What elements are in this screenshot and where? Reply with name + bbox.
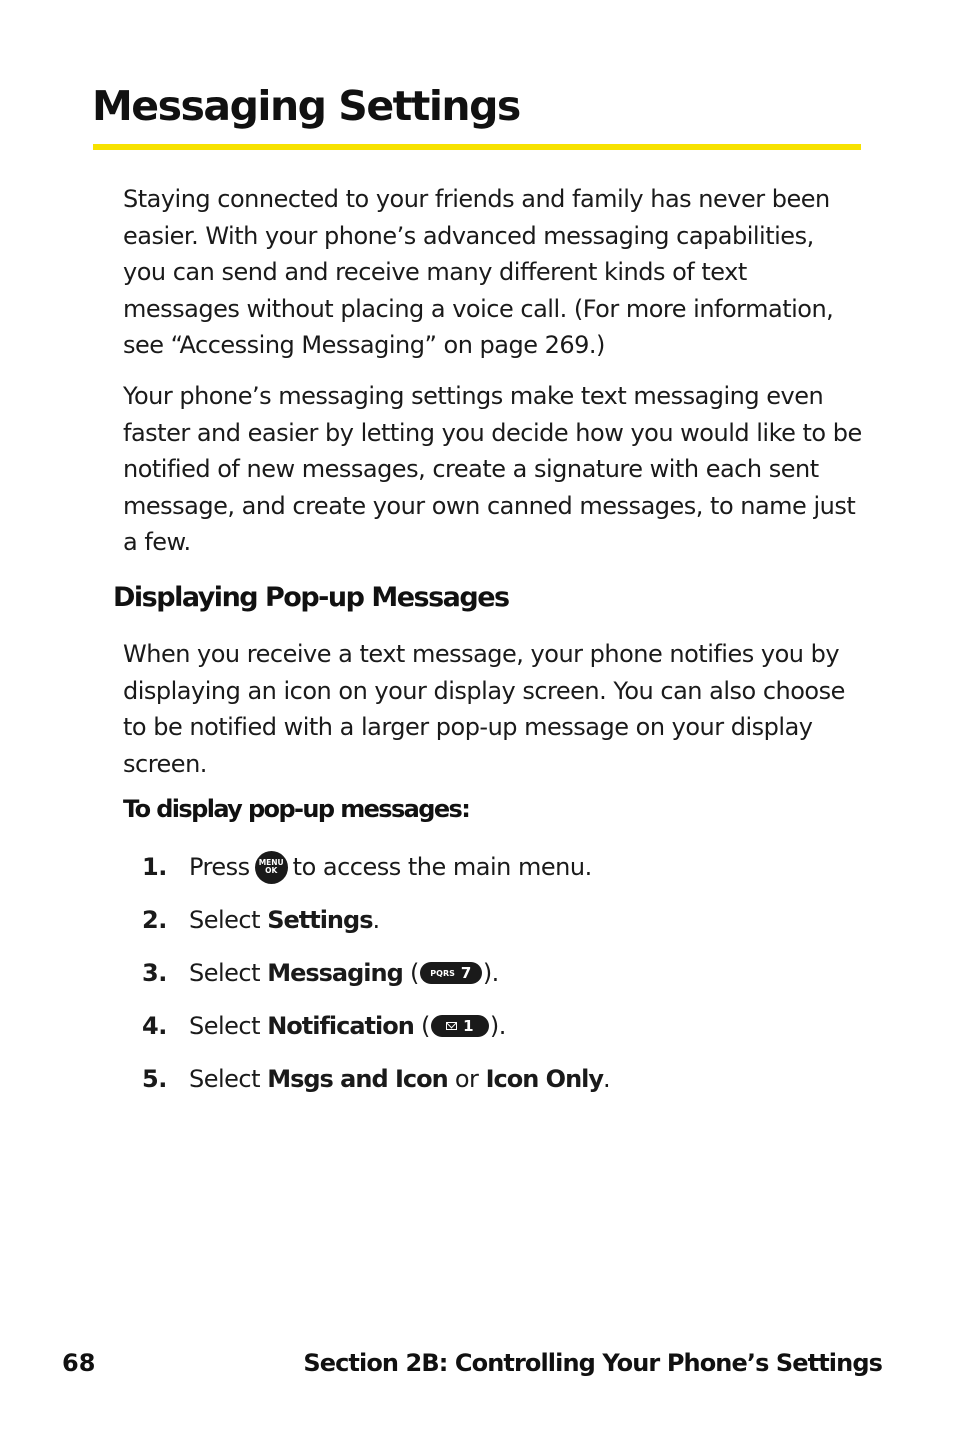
footer-section-title: Section 2B: Controlling Your Phone’s Settings xyxy=(303,1349,882,1377)
step-text-pre: Select xyxy=(189,1065,261,1093)
page-title: Messaging Settings xyxy=(92,82,520,130)
step-3: 3. Select Messaging ( PQRS 7 ). xyxy=(142,959,499,987)
step-number: 3. xyxy=(142,959,167,987)
step-option: Settings xyxy=(267,906,373,934)
section-paragraph: When you receive a text message, your phone notifies you by displaying an icon on your display screen. You can also choose to be notified with a larger pop-up message on your display screen. xyxy=(123,640,845,778)
page-number: 68 xyxy=(62,1349,96,1377)
step-option: Msgs and Icon xyxy=(267,1065,448,1093)
intro-paragraph-1: Staying connected to your friends and family has never been easier. With your phone’s advanced messaging capabilities, you can send and receive many different kinds of text messages without placing a voice call. (For more information, see “Accessing Messaging” on page 269.) xyxy=(123,185,834,359)
envelope-1-key-icon: 1 xyxy=(431,1015,489,1037)
step-number: 2. xyxy=(142,906,167,934)
section-heading: Displaying Pop-up Messages xyxy=(113,582,509,613)
title-rule xyxy=(93,144,861,150)
step-text-pre: Press xyxy=(189,853,250,881)
step-text-post: ). xyxy=(489,1012,506,1040)
step-option-2: Icon Only xyxy=(485,1065,604,1093)
procedure-title: To display pop-up messages: xyxy=(123,795,470,823)
step-number: 5. xyxy=(142,1065,167,1093)
step-text-pre: Select xyxy=(189,959,261,987)
step-text-pre: Select xyxy=(189,1012,261,1040)
step-number: 4. xyxy=(142,1012,167,1040)
step-text-post: to access the main menu. xyxy=(292,853,592,881)
intro-paragraph-2: Your phone’s messaging settings make text messaging even faster and easier by letting you decide how you would like to be notified of new messages, create a signature with each sent message, and create your own canned messages, to name just a few. xyxy=(123,382,862,556)
step-option: Notification xyxy=(267,1012,414,1040)
step-text-mid: or xyxy=(454,1065,479,1093)
step-5 xyxy=(142,1059,610,1099)
step-option: Messaging xyxy=(267,959,403,987)
pqrs-7-key-icon: PQRS 7 xyxy=(420,962,482,984)
envelope-icon xyxy=(446,1022,457,1030)
step-text-pre: Select xyxy=(189,906,261,934)
step-2 xyxy=(142,900,380,940)
menu-ok-key-icon: MENU OK xyxy=(255,851,288,884)
step-1 xyxy=(142,847,592,887)
step-4: 4. Select Notification ( 1 ). xyxy=(142,1012,506,1040)
step-text-post: ). xyxy=(482,959,499,987)
step-number: 1. xyxy=(142,853,167,881)
step-text-post: . xyxy=(372,906,380,934)
step-text-post: . xyxy=(603,1065,611,1093)
